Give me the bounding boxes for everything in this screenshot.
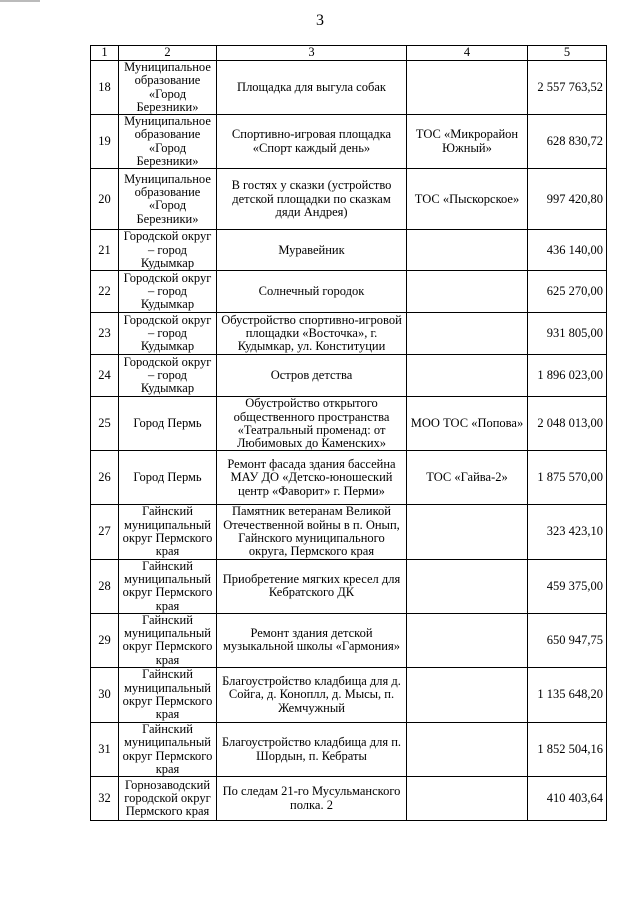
table-row [91,723,607,777]
project-cell: Муравейник [217,230,407,271]
organization-cell [407,313,528,355]
scan-artifact [0,0,40,2]
table-row [91,355,607,397]
project-cell: Ремонт фасада здания бассейна МАУ ДО «Детско-юношеский центр «Фаворит» г. Перми» [217,451,407,505]
municipality-cell: Муниципальное образование «Город Березники» [119,61,217,115]
table-row [91,505,607,559]
table-row [91,230,607,271]
municipality-cell: Городской округ – город Кудымкар [119,230,217,271]
municipality-cell: Муниципальное образование «Город Березники» [119,115,217,169]
municipality-cell: Город Пермь [119,451,217,505]
table-row [91,115,607,169]
municipality-cell: Городской округ – город Кудымкар [119,313,217,355]
municipality-cell: Город Пермь [119,397,217,451]
amount-cell: 323 423,10 [528,505,607,559]
row-number: 21 [91,230,119,271]
row-number: 24 [91,355,119,397]
project-cell: Площадка для выгула собак [217,61,407,115]
organization-cell [407,777,528,821]
organization-cell [407,355,528,397]
row-number: 22 [91,271,119,313]
row-number: 18 [91,61,119,115]
header-cell-municipality: 2 [119,46,217,61]
organization-cell [407,505,528,559]
amount-cell: 2 557 763,52 [528,61,607,115]
organization-cell [407,230,528,271]
project-cell: Обустройство спортивно-игровой площадки «Восточка», г. Кудымкар, ул. Конституции [217,313,407,355]
projects-table [90,45,607,821]
project-cell: Спортивно-игровая площадка «Спорт каждый день» [217,115,407,169]
row-number: 20 [91,169,119,230]
header-cell-amount: 5 [528,46,607,61]
municipality-cell: Муниципальное образование «Город Березники» [119,169,217,230]
project-cell: Приобретение мягких кресел для Кебратского ДК [217,559,407,613]
amount-cell: 410 403,64 [528,777,607,821]
project-cell: Остров детства [217,355,407,397]
amount-cell: 625 270,00 [528,271,607,313]
header-cell-organization: 4 [407,46,528,61]
municipality-cell: Гайнский муниципальный округ Пермского края [119,613,217,667]
project-cell: Памятник ветеранам Великой Отечественной войны в п. Онып, Гайнского муниципального округа, Пермского края [217,505,407,559]
municipality-cell: Городской округ – город Кудымкар [119,271,217,313]
organization-cell: ТОС «Микрорайон Южный» [407,115,528,169]
amount-cell: 436 140,00 [528,230,607,271]
project-cell: В гостях у сказки (устройство детской площадки по сказкам дяди Андрея) [217,169,407,230]
table-row [91,397,607,451]
amount-cell: 997 420,80 [528,169,607,230]
table-row [91,668,607,723]
organization-cell [407,559,528,613]
organization-cell: ТОС «Гайва-2» [407,451,528,505]
municipality-cell: Городской округ – город Кудымкар [119,355,217,397]
amount-cell: 1 896 023,00 [528,355,607,397]
row-number: 19 [91,115,119,169]
table-row [91,271,607,313]
amount-cell: 628 830,72 [528,115,607,169]
project-cell: Солнечный городок [217,271,407,313]
table-row [91,61,607,115]
amount-cell: 650 947,75 [528,613,607,667]
organization-cell [407,613,528,667]
page-number: 3 [316,12,324,29]
organization-cell: ТОС «Пыскорское» [407,169,528,230]
municipality-cell: Гайнский муниципальный округ Пермского края [119,668,217,723]
row-number: 27 [91,505,119,559]
table-row [91,559,607,613]
header-cell-project: 3 [217,46,407,61]
organization-cell [407,271,528,313]
organization-cell [407,668,528,723]
organization-cell: МОО ТОС «Попова» [407,397,528,451]
amount-cell: 459 375,00 [528,559,607,613]
row-number: 26 [91,451,119,505]
header-row [91,46,607,61]
project-cell: По следам 21-го Мусульманского полка. 2 [217,777,407,821]
table-row [91,613,607,667]
amount-cell: 1 135 648,20 [528,668,607,723]
row-number: 23 [91,313,119,355]
header-cell-number: 1 [91,46,119,61]
row-number: 30 [91,668,119,723]
table-row [91,451,607,505]
table-row [91,313,607,355]
amount-cell: 931 805,00 [528,313,607,355]
row-number: 28 [91,559,119,613]
row-number: 29 [91,613,119,667]
table-row [91,169,607,230]
municipality-cell: Гайнский муниципальный округ Пермского края [119,505,217,559]
project-cell: Обустройство открытого общественного пространства «Театральный променад: от Любимовых до Каменских» [217,397,407,451]
row-number: 31 [91,723,119,777]
municipality-cell: Гайнский муниципальный округ Пермского края [119,559,217,613]
table-body [91,46,607,821]
organization-cell [407,61,528,115]
project-cell: Ремонт здания детской музыкальной школы «Гармония» [217,613,407,667]
amount-cell: 2 048 013,00 [528,397,607,451]
table-row [91,777,607,821]
amount-cell: 1 875 570,00 [528,451,607,505]
project-cell: Благоустройство кладбища для п. Шордын, п. Кебраты [217,723,407,777]
municipality-cell: Гайнский муниципальный округ Пермского края [119,723,217,777]
row-number: 25 [91,397,119,451]
amount-cell: 1 852 504,16 [528,723,607,777]
organization-cell [407,723,528,777]
municipality-cell: Горнозаводский городской округ Пермского края [119,777,217,821]
row-number: 32 [91,777,119,821]
project-cell: Благоустройство кладбища для д. Сойга, д. Коноплл, д. Мысы, п. Жемчужный [217,668,407,723]
